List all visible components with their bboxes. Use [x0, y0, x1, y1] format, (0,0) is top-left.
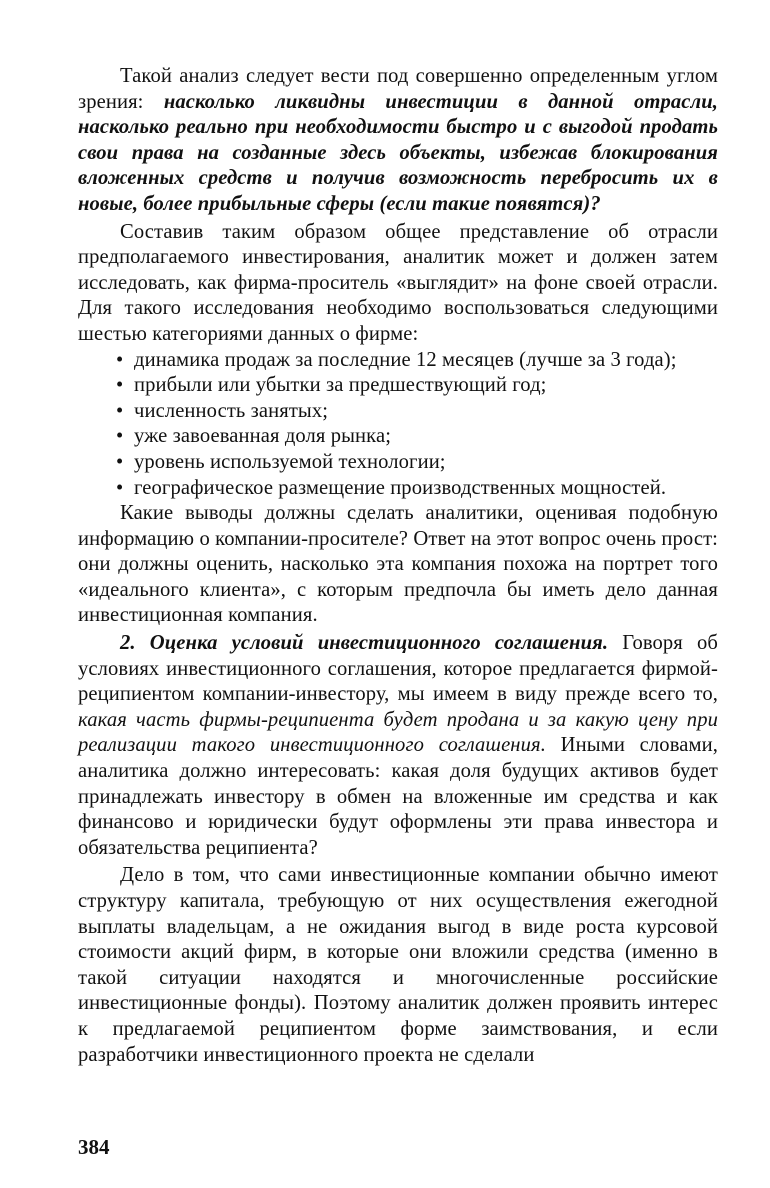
- section-heading: 2. Оценка условий инвестиционного соглашения.: [120, 632, 609, 655]
- list-item: [116, 348, 718, 374]
- paragraph-liquidity-lead: Такой анализ следует вести под совершенно определенным углом зрения:: [78, 65, 718, 113]
- bullet-icon: •: [116, 399, 124, 422]
- list-item-text: динамика продаж за последние 12 месяцев (лучше за 3 года);: [134, 348, 677, 371]
- page-number: 384: [78, 1135, 110, 1159]
- paragraph-agreement-terms: [78, 631, 718, 861]
- paragraph-liquidity-emphasis: насколько ликвидны инвестиции в данной отрасли, насколько реально при необходимости быстро и с выгодой продать свои права на созданные здесь объекты, избежав блокирования вложенных средств и получив возможность перебросить их в новые, более прибыльные сферы (если такие появятся)?: [78, 90, 718, 215]
- paragraph-liquidity: [78, 64, 718, 218]
- list-item-text: прибыли или убытки за предшествующий год;: [134, 374, 547, 397]
- list-item-text: уже завоеванная доля рынка;: [134, 425, 392, 448]
- list-item-text: географическое размещение производственных мощностей.: [134, 476, 667, 499]
- bullet-icon: •: [116, 450, 124, 473]
- paragraph-conclusions: Какие выводы должны сделать аналитики, оценивая подобную информацию о компании-просителе? Ответ на этот вопрос очень прост: они должны оценить, насколько эта компания похожа на портрет того «идеального клиента», с которым предпочла бы иметь дело данная инвестиционная компания.: [78, 502, 718, 627]
- bullet-icon: •: [116, 348, 124, 371]
- bullet-icon: •: [116, 476, 124, 499]
- paragraph-agreement-emphasis: какая часть фирмы-реципиента будет продана и за какую цену при реализации такого инвестиционного соглашения.: [78, 708, 718, 757]
- data-categories-list: [78, 348, 718, 502]
- list-item: [116, 424, 718, 450]
- list-item: [116, 476, 718, 502]
- bullet-icon: •: [116, 374, 124, 397]
- paragraph-agreement-text-1: Говоря об условиях инвестиционного соглашения, которое предлагается фирмой-реципиентом компании-инвестору, мы имеем в виду прежде всего то,: [78, 632, 718, 706]
- list-item-text: численность занятых;: [134, 399, 329, 422]
- paragraph-firm-overview: Составив таким образом общее представление об отрасли предполагаемого инвестирования, аналитик может и должен затем исследовать, как фирма-проситель «выглядит» на фоне своей отрасли. Для такого исследования необходимо воспользоваться следующими шестью категориями данных о фирме:: [78, 220, 718, 345]
- bullet-icon: •: [116, 425, 124, 448]
- list-item: [116, 399, 718, 425]
- list-item-text: уровень используемой технологии;: [134, 450, 446, 473]
- paragraph-agreement-text-2: Иными словами, аналитика должно интересовать: какая доля будущих активов будет принадлежать инвестору в обмен на вложенные им средства и как финансово и юридически будут оформлены эти права инвестора и обязательства реципиента?: [78, 734, 718, 859]
- paragraph-capital-structure: Дело в том, что сами инвестиционные компании обычно имеют структуру капитала, требующую от них осуществления ежегодной выплаты владельцам, а не ожидания выгод в виде роста курсовой стоимости акций фирм, в которые они вложили средства (именно в такой ситуации находятся и многочисленные российские инвестиционные фонды). Поэтому аналитик должен проявить интерес к предлагаемой реципиентом форме заимствования, и если разработчики инвестиционного проекта не сделали: [78, 864, 718, 1066]
- list-item: [116, 373, 718, 399]
- list-item: [116, 450, 718, 476]
- page-body: [78, 64, 718, 1068]
